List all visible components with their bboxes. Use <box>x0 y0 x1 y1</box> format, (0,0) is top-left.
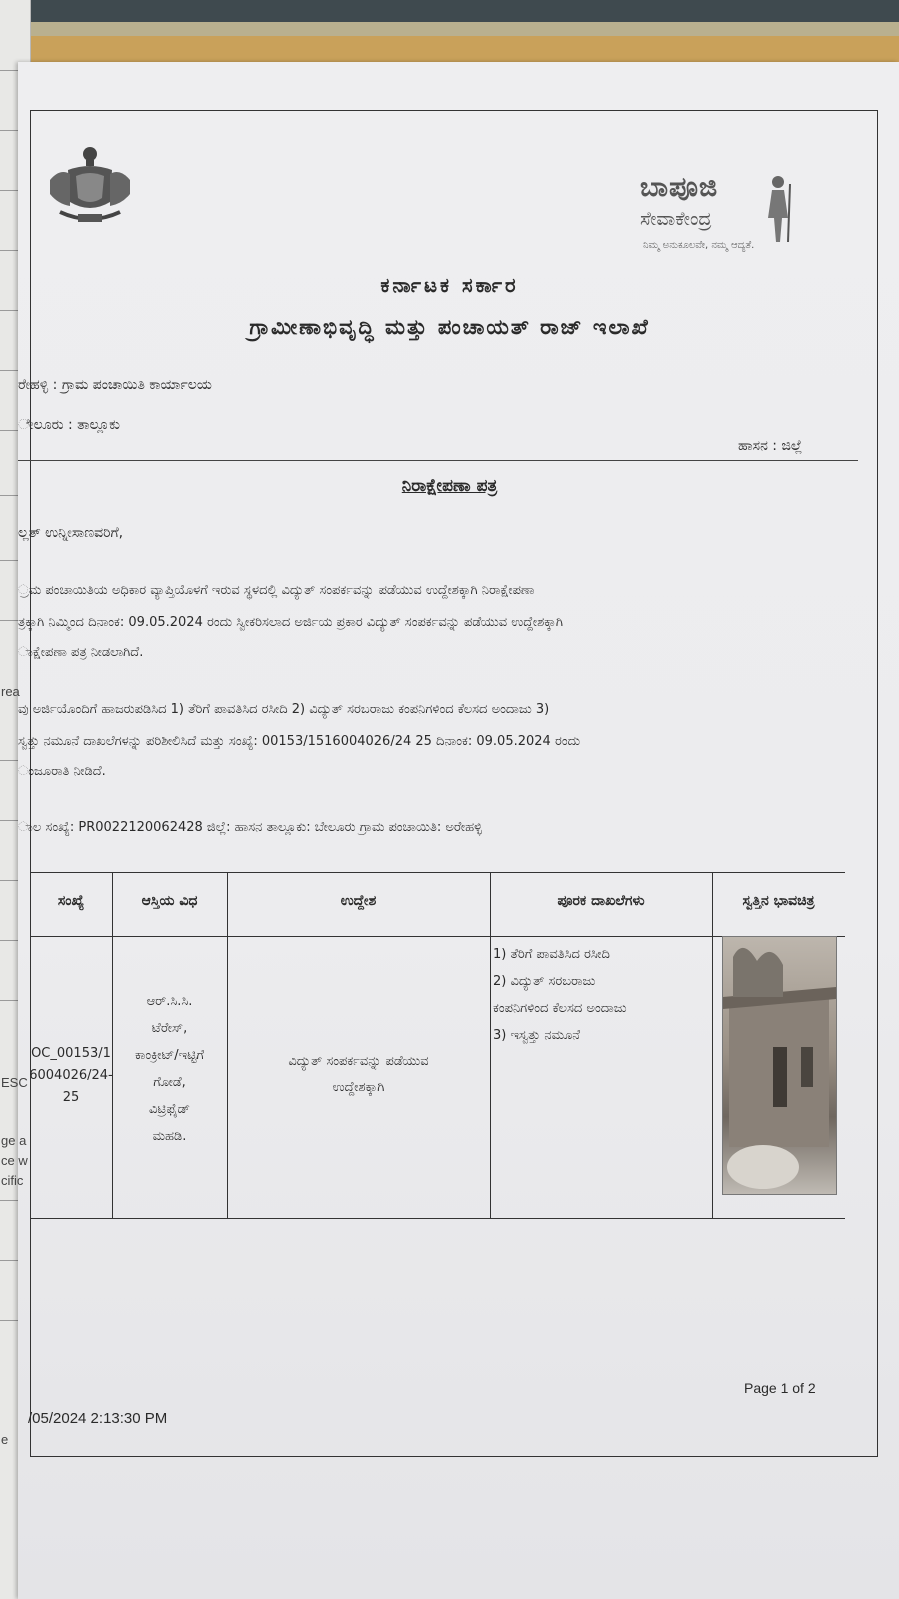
logo-subtitle: ಸೇವಾಕೇಂದ್ರ <box>640 208 712 230</box>
header-photo: ಸ್ವತ್ತಿನ ಭಾವಚಿತ್ರ <box>742 893 815 909</box>
left-fragment: cific <box>1 1173 24 1188</box>
header-divider <box>18 460 858 461</box>
print-timestamp: /05/2024 2:13:30 PM <box>28 1410 168 1427</box>
department-heading: ಗ್ರಾಮೀಣಾಭಿವೃದ್ಧಿ ಮತ್ತು ಪಂಚಾಯತ್ ರಾಜ್ ಇಲಾಖೆ <box>249 315 650 339</box>
left-fragment: e <box>1 1432 9 1447</box>
karnataka-emblem-icon <box>40 140 140 230</box>
paragraph-1-line-1: ್ರಮ ಪಂಚಾಯಿತಿಯ ಅಧಿಕಾರ ವ್ಯಾಪ್ತಿಯೊಳಗೆ ಇರುವ ಸ್ಥಳದಲ್ಲಿ ವಿದ್ಯುತ್ ಸಂಪರ್ಕವನ್ನು ಪಡೆಯುವ ಉದ್ದೇಶಕ್ಕಾಗಿ ನಿರಾಕ್ಷೇಪಣಾ <box>18 583 535 598</box>
salutation: ಲ್ಲತ್ ಉನ್ನೀಸಾಣವರಿಗೆ, <box>18 525 124 541</box>
left-fragment: rea <box>1 684 20 699</box>
logo-tagline: ನಿಮ್ಮ ಅನುಕೂಲವೇ, ನಮ್ಮ ಆದ್ಯತೆ. <box>643 240 755 251</box>
page-number: Page 1 of 2 <box>744 1380 816 1396</box>
header-documents: ಪೂರಕ ದಾಖಲೆಗಳು <box>557 893 645 909</box>
gandhi-silhouette-icon <box>758 174 798 244</box>
row-number: OC_00153/1 6004026/24- 25 <box>29 1046 113 1105</box>
district-line: ಹಾಸನ : ಜಿಲ್ಲೆ <box>738 438 803 454</box>
document-title: ನಿರಾಕ್ಷೇಪಣಾ ಪತ್ರ <box>401 476 498 496</box>
header-number: ಸಂಖ್ಯೆ <box>57 893 85 909</box>
paragraph-2-line-3: ಂಜೂರಾತಿ ನೀಡಿದೆ. <box>18 764 106 779</box>
row-documents: 1) ತೆರಿಗೆ ಪಾವತಿಸಿದ ರಸೀದಿ 2) ವಿದ್ಯುತ್ ಸರಬರಾಜು ಕಂಪನಿಗಳಿಂದ ಕೆಲಸದ ಅಂದಾಜು 3) ಇಸ್ವತ್ತು ನಮೂನೆ <box>493 947 627 1043</box>
page-border <box>30 110 878 1457</box>
logo-title: ಬಾಪೂಜಿ <box>640 172 719 203</box>
left-fragment: ce w <box>1 1153 28 1168</box>
bapuji-sevakendra-logo <box>640 172 810 262</box>
header-property-type: ಆಸ್ತಿಯ ವಿಧ <box>141 893 198 909</box>
property-line: ಾಲ ಸಂಖ್ಯೆ: PR0022120062428 ಜಿಲ್ಲೆ: ಹಾಸನ ತಾಲ್ಲೂಕು: ಬೇಲೂರು ಗ್ರಾಮ ಪಂಚಾಯಿತಿ: ಅರೇಹಳ್ಳಿ <box>18 820 482 835</box>
paragraph-1-line-3: ಾಕ್ಷೇಪಣಾ ಪತ್ರ ನೀಡಲಾಗಿದೆ. <box>18 645 144 660</box>
left-fragment: ge a <box>1 1133 27 1148</box>
property-photo <box>722 936 837 1195</box>
row-property-type: ಆರ್.ಸಿ.ಸಿ. ಟೆರೇಸ್, ಕಾಂಕ್ರೀಟ್/ಇಟ್ಟಿಗೆ ಗೋಡೆ, ವಿಟ್ರಿಫೈಡ್ ಮಹಡಿ. <box>134 994 205 1144</box>
background-top-band-light <box>0 22 899 36</box>
header-purpose: ಉದ್ದೇಶ <box>340 893 377 909</box>
left-fragment: ESC <box>1 1075 28 1090</box>
paragraph-1-line-2: ತ್ರಕ್ಕಾಗಿ ನಿಮ್ಮಿಂದ ದಿನಾಂಕ: 09.05.2024 ರಂದು ಸ್ವೀಕರಿಸಲಾದ ಅರ್ಜಿಯ ಪ್ರಕಾರ ವಿದ್ಯುತ್ ಸಂಪರ್ಕವನ್ನು ಪಡೆಯುವ ಉದ್ದೇಶಕ್ಕಾಗಿ <box>18 615 564 630</box>
paragraph-2-line-2: ಸ್ವತ್ತು ನಮೂನೆ ದಾಖಲೆಗಳನ್ನು ಪರಿಶೀಲಿಸಿದೆ ಮತ್ತು ಸಂಖ್ಯೆ: 00153/1516004026/24 25 ದಿನಾಂಕ: 09.05.2024 ರಂದು <box>18 734 581 749</box>
row-purpose: ವಿದ್ಯುತ್ ಸಂಪರ್ಕವನ್ನು ಪಡೆಯುವ ಉದ್ದೇಶಕ್ಕಾಗಿ <box>288 1054 429 1095</box>
paragraph-2-line-1: ವು ಅರ್ಜಿಯೊಂದಿಗೆ ಹಾಜರುಪಡಿಸಿದ 1) ತೆರಿಗೆ ಪಾವತಿಸಿದ ರಸೀದಿ 2) ವಿದ್ಯುತ್ ಸರಬರಾಜು ಕಂಪನಿಗಳಿಂದ ಕೆಲಸದ ಅಂದಾಜು 3) <box>18 702 550 717</box>
government-heading: ಕರ್ನಾಟಕ ಸರ್ಕಾರ <box>380 273 519 297</box>
office-line: ರೇಹಳ್ಳಿ : ಗ್ರಾಮ ಪಂಚಾಯಿತಿ ಕಾರ್ಯಾಲಯ <box>18 377 212 393</box>
taluk-line: ೇಲೂರು : ತಾಲ್ಲೂಕು <box>18 417 120 433</box>
